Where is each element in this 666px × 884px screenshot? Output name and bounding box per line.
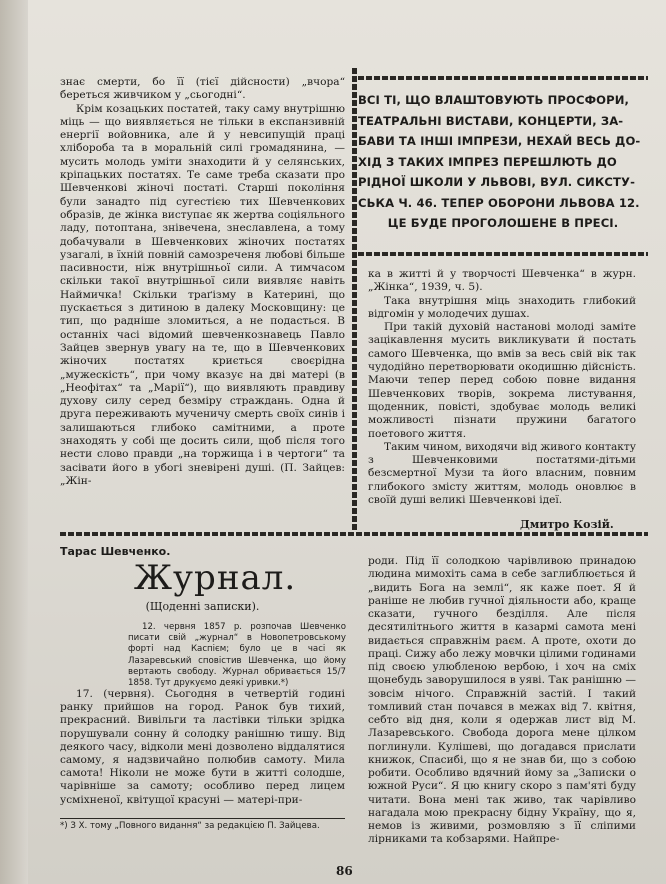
journal-right-column	[368, 555, 636, 847]
notice-line: СЬКА Ч. 46. ТЕПЕР ОБОРОНИ ЛЬВОВА 12.	[358, 195, 640, 210]
section-divider	[60, 532, 648, 536]
journal-left-column	[60, 688, 345, 807]
school-donation-notice	[358, 90, 648, 234]
notice-line: ХІД З ТАКИХ ІМПРЕЗ ПЕРЕШЛЮТЬ ДО	[358, 154, 617, 169]
notice-line: РІДНОЇ ШКОЛИ У ЛЬВОВІ, ВУЛ. СИКСТУ-	[358, 175, 635, 189]
article-left-column	[60, 76, 345, 488]
column-divider	[352, 68, 357, 534]
journal-author: Тарас Шевченко.	[60, 545, 171, 558]
journal-subtitle: (Щоденні записки).	[145, 600, 260, 613]
article-right-column	[368, 268, 636, 507]
footnote: *) З Х. тому „Повного видання“ за редакцією П. Зайцева.	[60, 818, 345, 832]
paragraph: ка в житті й у творчості Шевченка“ в журн. „Жінка“, 1939, ч. 5).	[368, 268, 636, 294]
journal-entry: 17. (червня). Сьогодня в четвертій годині ранку прийшов на город. Ранок був тихий, прекрасний. Вивільги та ластівки тільки зрідка порушували сонну й солодку ранішню тишу. Від деякого часу, відколи мені дозволено віддалятися самому, я надзвичайно полюбив самоту. Мила самота! Ніколи не може бути в житті солодше, чарівніше за самоту; особливо перед лицем усміхненої, квітущої красуні — матері-при-	[60, 688, 345, 806]
journal-entry-continued: роди. Під її солодкою чарівливою принадою людина мимохіть сама в себе заглиблюється й „видить Бога на землі“, як каже поет. Я й раніше не любив гучної діяльности або, краще сказати, гучного безділля. Але після десятилітнього життя в казармі самота мені видається справжнім раєм. А проте, охоти до праці. Сижу або лежу мовчки цілими годинами під своєю улюбленою вербою, і хоч на сміх щонебудь заворушилося в уяві. Так ранішню — зовсім нічого. Справжній застій. І такий томливий стан почався в межах від 7. квітня, себто від дня, коли я одержав лист від М. Лазаревського. Свобода дорога мене цілком поглинули. Кулішеві, що догадався прислати книжок, Спасибі, що я не знав би, що з собою робити. Особливо вдячний йому за „Записки о южной Руси“. Я цю книгу скоро з пам'яті буду читати. Вона мені так живо, так чарівливо нагадала мою прекрасну бідну Україну, що я, немов із живими, розмовляю з її сліпими лірниками та кобзарями. Найпре-	[368, 555, 636, 846]
notice-line: ЦЕ БУДЕ ПРОГОЛОШЕНЕ В ПРЕСІ.	[387, 216, 619, 230]
binding-gutter	[0, 0, 28, 884]
notice-line: БАВИ ТА ІНШІ ІМПРЕЗИ, НЕХАЙ ВЕСЬ ДО-	[358, 134, 641, 148]
notice-line: ТЕАТРАЛЬНІ ВИСТАВИ, КОНЦЕРТИ, ЗА-	[358, 113, 624, 128]
page-number: 86	[336, 864, 353, 878]
paragraph: Така внутрішня міць знаходить глибокий відгомін у молодечих душах.	[368, 294, 636, 320]
editor-note-text: 12. червня 1857 р. розпочав Шевченко писати свій „журнал“ в Новопетровському форті над Каспієм; було це в часі як Лазаревський сповістив Шевченка, що йому вертають свободу. Журнал обривається 15/7 1858. Тут друкуємо деякі уривки.*)	[128, 622, 346, 689]
paragraph: Крім козацьких постатей, таку саму внутрішню міць — що виявляється не тільки в експанзивній енергії войовника, але й у невсипущій праці хлібороба та в моральній силі громадянина, — мусить молодь уміти знаходити й у селянських, кріпацьких постатях. Те саме треба сказати про Шевченкові жіночі постаті. Старші покоління були занадто під сугестією тих Шевченкових образів, де жінка виступає як жертва соціяльного ладу, потоптана, знівечена, знеславлена, а тому добачували в Шевченкових жіночих постатях узагалі, в їхній повній самозреченя любові більше пасивности, ніж внутрішньої сили. А тимчасом скільки такої внутрішньої сили виявляє навіть Наймичка! Скільки траґізму в Катерині, що пускається з дитиною в далеку Московщину: це тип, що радніше зломиться, а не подасться. В останніх часі відомий шевченкознавець Павло Зайцев звернув увагу на те, що в Шевченкових жіночих постатях криється своєрідна „мужескість“, при чому вказує на дві матері (в „Неофітах“ та „Марії“), що виявляють правдиву духову силу серед безміру страждань. Одна й друга переживають мученичу смерть своїх синів і залишаються глибоко самітними, а проте знаходять у собі ще досить сили, щоб після того нести слово правди „на торжища і в чертоги“ та засівати його в убогі зневірені душі. (П. Зайцев: „Жін-	[60, 102, 345, 487]
paragraph: При такій духовій настанові молоді заміте зацікавлення мусить викликувати й постать самого Шевченка, що вмів за весь свій вік так чудодійно перетворювати окодишню дійсність. Маючи тепер перед собою повне видання Шевченкових творів, зокрема листування, щоденник, повісті, здобуває молодь великі можливості пізнати пружини багатого поетового життя.	[368, 321, 636, 440]
journal-title: Журнал.	[133, 558, 297, 598]
notice-bottom-rule	[358, 252, 648, 256]
notice-line: ВСІ ТІ, ЩО ВЛАШТОВУЮТЬ ПРОСФОРИ,	[358, 93, 630, 107]
editor-note	[128, 622, 346, 689]
paragraph: знає смерти, бо її (тієї дійсности) „вчора“ береться живчиком у „сьогодні“.	[60, 76, 345, 102]
article-signature: Дмитро Козій.	[520, 518, 614, 531]
notice-top-rule	[358, 76, 648, 80]
paragraph: Таким чином, виходячи від живого контакту з Шевченковими постатями-дітьми безсмертної Музи та його власним, повним глибокого змісту життям, молодь оновлює в своїй душі великі Шевченкові ідеї.	[368, 440, 636, 507]
